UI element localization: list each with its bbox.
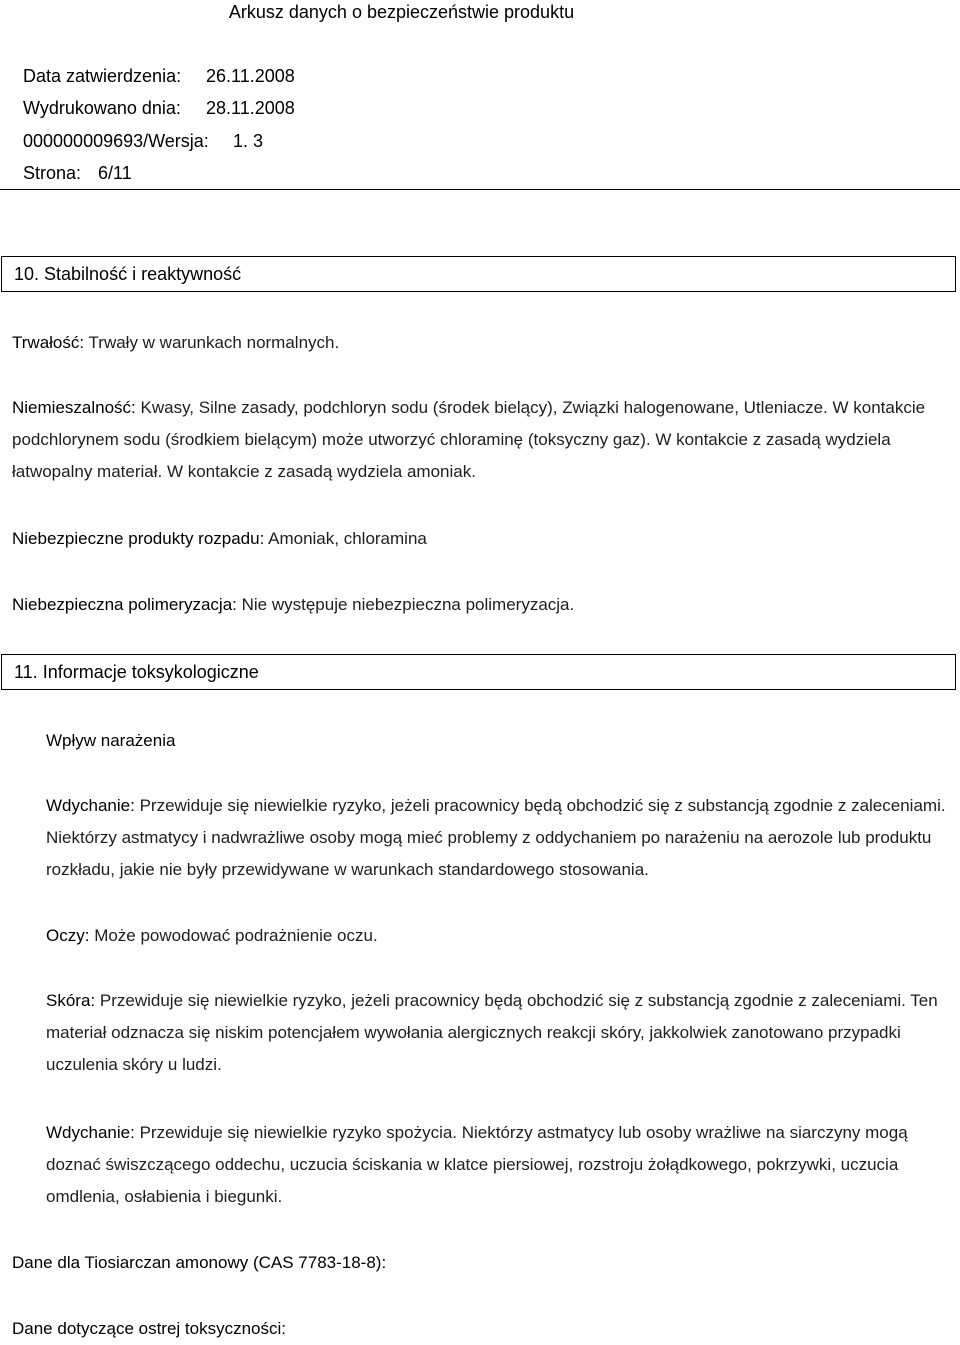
substance-data-heading: Dane dla Tiosiarczan amonowy (CAS 7783-18-8): [12, 1253, 387, 1272]
eyes-value: Może powodować podrażnienie oczu. [94, 926, 378, 945]
section-10-heading: 10. Stabilność i reaktywność [1, 256, 956, 292]
inhalation-value: Przewiduje się niewielkie ryzyko, jeżeli pracownicy będą obchodzić się z substancją zgodnie z zaleceniami. Niektórzy astmatycy i nadwrażliwe osoby mogą mieć problemy z oddychaniem po narażeniu na aerozole lub produktu rozkładu, jakie nie były przewidywane w warunkach standardowego stosowania. [46, 796, 946, 879]
printed-date-label: Wydrukowano dnia: [23, 98, 181, 118]
version-value: 1. 3 [233, 131, 264, 151]
eyes-label: Oczy: [46, 926, 90, 945]
incompatibility-label: Niemieszalność: [12, 398, 136, 417]
skin-row [46, 985, 946, 1081]
polymerization-value: Nie występuje niebezpieczna polimeryzacja. [241, 595, 575, 614]
version-row [23, 130, 263, 152]
page-number-label: Strona: [23, 163, 82, 183]
document-title: Arkusz danych o bezpieczeństwie produktu [228, 2, 575, 22]
polymerization-row [12, 589, 952, 621]
polymerization-label: Niebezpieczna polimeryzacja: [12, 595, 237, 614]
approval-date-row [23, 65, 295, 87]
acute-toxicity-heading: Dane dotyczące ostrej toksyczności: [12, 1319, 287, 1338]
printed-date-row [23, 97, 295, 119]
stability-value: Trwały w warunkach normalnych. [88, 333, 340, 352]
decomposition-value: Amoniak, chloramina [268, 529, 427, 548]
exposure-heading: Wpływ narażenia [46, 731, 176, 750]
approval-date-label: Data zatwierdzenia: [23, 66, 182, 86]
section-11-heading: 11. Informacje toksykologiczne [1, 654, 956, 690]
version-label: 000000009693/Wersja: [23, 131, 209, 151]
incompatibility-value: Kwasy, Silne zasady, podchloryn sodu (środek bielący), Związki halogenowane, Utleniacze. W kontakcie podchlorynem sodu (środkiem bielącym) może utworzyć chloraminę (toksyczny gaz). W kontakcie z zasadą wydziela łatwopalny materiał. W kontakcie z zasadą wydziela amoniak. [12, 398, 926, 481]
decomposition-row [12, 523, 952, 555]
approval-date-value: 26.11.2008 [206, 66, 295, 86]
stability-label: Trwałość: [12, 333, 85, 352]
inhalation-label: Wdychanie: [46, 796, 135, 815]
decomposition-label: Niebezpieczne produkty rozpadu: [12, 529, 265, 548]
skin-value: Przewiduje się niewielkie ryzyko, jeżeli pracownicy będą obchodzić się z substancją zgodnie z zaleceniami. Ten materiał odznacza się niskim potencjałem wywołania alergicznych reakcji skóry, jakkolwiek zanotowano przypadki uczulenia skóry u ludzi. [46, 991, 938, 1074]
page-number-row [23, 162, 132, 184]
printed-date-value: 28.11.2008 [206, 98, 295, 118]
stability-row [12, 327, 952, 359]
page-number-value: 6/11 [98, 163, 132, 183]
eyes-row [46, 920, 946, 952]
skin-label: Skóra: [46, 991, 96, 1010]
ingestion-value: Przewiduje się niewielkie ryzyko spożycia. Niektórzy astmatycy lub osoby wrażliwe na siarczyny mogą doznać świszczącego oddechu, uczucia ściskania w klatce piersiowej, rozstroju żołądkowego, pokrzywki, uczucia omdlenia, osłabienia i biegunki. [46, 1123, 908, 1206]
header-divider [0, 189, 960, 190]
inhalation-row [46, 790, 946, 886]
ingestion-row [46, 1117, 946, 1213]
incompatibility-row [12, 392, 952, 488]
ingestion-label: Wdychanie: [46, 1123, 135, 1142]
